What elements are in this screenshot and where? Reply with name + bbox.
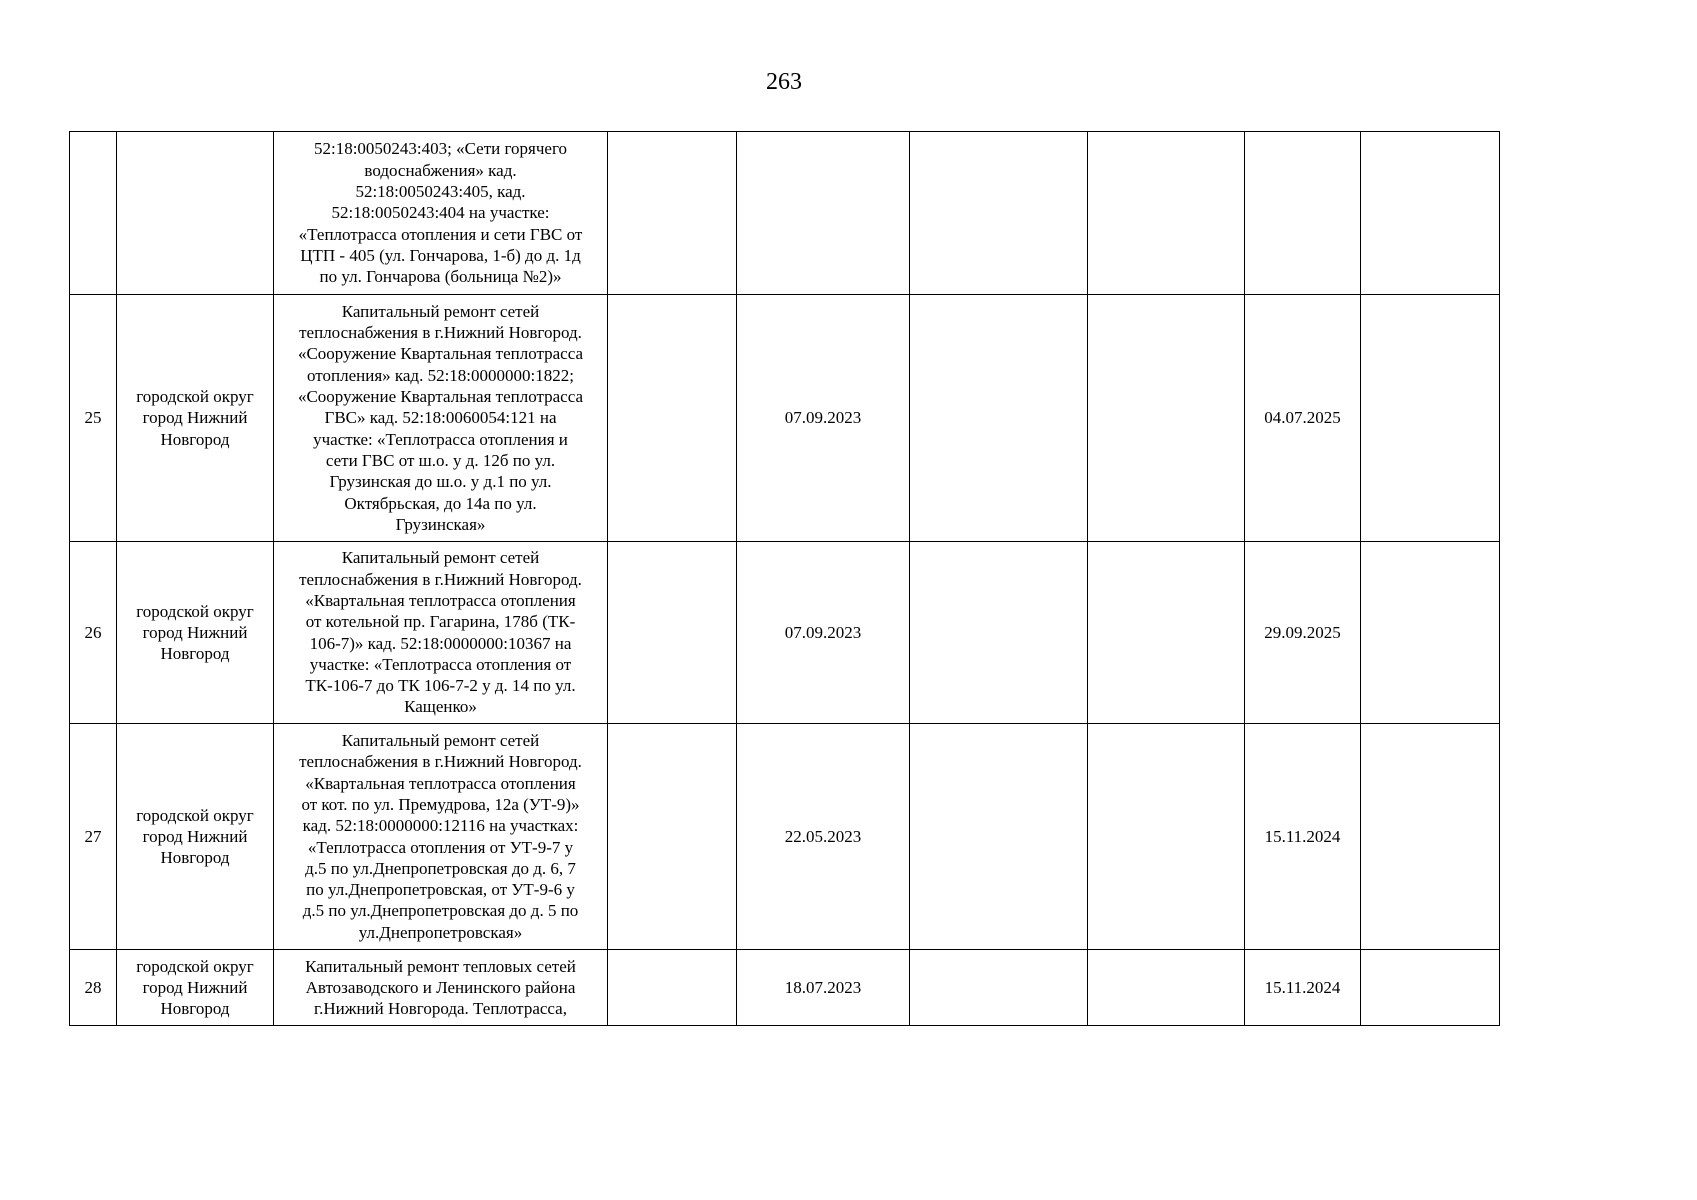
end-date-cell <box>1245 132 1361 295</box>
empty-cell <box>608 950 737 1026</box>
description-cell-line: Грузинская до ш.о. у д.1 по ул. <box>329 472 552 492</box>
start-date-cell: 18.07.2023 <box>737 950 910 1026</box>
description-cell-line: «Квартальная теплотрасса отопления <box>305 773 576 793</box>
empty-cell <box>1361 542 1500 724</box>
empty-cell <box>1088 542 1245 724</box>
empty-cell <box>608 132 737 295</box>
empty-cell <box>608 542 737 724</box>
description-cell-line: 106-7)» кад. 52:18:0000000:10367 на <box>309 633 572 653</box>
description-cell-line: отопления» кад. 52:18:0000000:1822; <box>307 365 574 385</box>
district-cell-line: Новгород <box>160 848 230 868</box>
description-cell-line: «Теплотрасса отопления от УТ-9-7 у <box>307 837 574 857</box>
row-number-cell: 25 <box>70 295 117 542</box>
description-cell-line: Грузинская» <box>395 514 486 534</box>
district-cell-line: город Нижний <box>142 622 248 642</box>
district-cell-line: городской округ <box>136 387 254 407</box>
district-cell-line: Новгород <box>160 644 230 664</box>
table-row <box>70 132 1500 295</box>
district-cell <box>117 542 274 724</box>
description-cell-line: Октябрьская, до 14а по ул. <box>344 493 537 513</box>
description-cell-line: «Теплотрасса отопления и сети ГВС от <box>298 224 583 244</box>
district-cell-line: Новгород <box>160 999 230 1019</box>
empty-cell <box>1088 132 1245 295</box>
description-cell-line: Капитальный ремонт сетей <box>341 731 540 751</box>
page-number: 263 <box>766 69 802 95</box>
description-cell-line: по ул.Днепропетровская, от УТ-9-6 у <box>306 880 575 900</box>
start-date-cell <box>737 132 910 295</box>
district-cell-line: Новгород <box>160 429 230 449</box>
description-cell-line: д.5 по ул.Днепропетровская до д. 5 по <box>302 901 579 921</box>
district-cell <box>117 950 274 1026</box>
district-cell-line: городской округ <box>136 805 254 825</box>
description-cell <box>274 724 608 950</box>
description-cell-line: Капитальный ремонт сетей <box>341 548 540 568</box>
table-row <box>70 295 1500 542</box>
description-cell-line: от кот. по ул. Премудрова, 12а (УТ-9)» <box>301 794 580 814</box>
empty-cell <box>910 950 1088 1026</box>
district-cell <box>117 295 274 542</box>
description-cell-line: участке: «Теплотрасса отопления от <box>309 654 572 674</box>
district-cell-line: городской округ <box>136 956 254 976</box>
description-cell-line: теплоснабжения в г.Нижний Новгород. <box>299 752 582 772</box>
description-cell-line: ТК-106-7 до ТК 106-7-2 у д. 14 по ул. <box>305 676 576 696</box>
description-cell <box>274 132 608 295</box>
description-cell-line: участке: «Теплотрасса отопления и <box>313 429 568 449</box>
empty-cell <box>910 295 1088 542</box>
description-cell-line: 52:18:0050243:405, кад. <box>355 182 526 202</box>
description-cell-line: от котельной пр. Гагарина, 178б (ТК- <box>305 612 576 632</box>
description-cell-line: ГВС» кад. 52:18:0060054:121 на <box>324 408 557 428</box>
description-cell-line: 52:18:0050243:403; «Сети горячего <box>313 139 568 159</box>
description-cell-line: теплоснабжения в г.Нижний Новгород. <box>299 323 582 343</box>
table-row <box>70 950 1500 1026</box>
district-cell <box>117 724 274 950</box>
row-number-cell: 26 <box>70 542 117 724</box>
empty-cell <box>910 542 1088 724</box>
empty-cell <box>1088 724 1245 950</box>
description-cell <box>274 950 608 1026</box>
empty-cell <box>608 295 737 542</box>
description-cell-line: 52:18:0050243:404 на участке: <box>331 203 550 223</box>
description-cell-line: кад. 52:18:0000000:12116 на участках: <box>302 816 579 836</box>
end-date-cell: 15.11.2024 <box>1245 950 1361 1026</box>
district-cell-line: город Нижний <box>142 826 248 846</box>
description-cell-line: Капитальный ремонт сетей <box>341 301 540 321</box>
empty-cell <box>1088 295 1245 542</box>
end-date-cell: 15.11.2024 <box>1245 724 1361 950</box>
district-cell-line: город Нижний <box>142 408 248 428</box>
description-cell-line: Автозаводского и Ленинского района <box>305 977 576 997</box>
description-cell-line: «Сооружение Квартальная теплотрасса <box>297 387 584 407</box>
empty-cell <box>910 724 1088 950</box>
empty-cell <box>1088 950 1245 1026</box>
description-cell-line: г.Нижний Новгорода. Теплотрасса, <box>314 999 567 1019</box>
empty-cell <box>1361 724 1500 950</box>
description-cell-line: водоснабжения» кад. <box>364 160 517 180</box>
empty-cell <box>608 724 737 950</box>
start-date-cell: 07.09.2023 <box>737 295 910 542</box>
empty-cell <box>1361 950 1500 1026</box>
empty-cell <box>910 132 1088 295</box>
description-cell <box>274 295 608 542</box>
table-row <box>70 542 1500 724</box>
end-date-cell: 04.07.2025 <box>1245 295 1361 542</box>
row-number-cell: 28 <box>70 950 117 1026</box>
description-cell <box>274 542 608 724</box>
district-cell <box>117 132 274 295</box>
description-cell-line: «Квартальная теплотрасса отопления <box>305 590 576 610</box>
table-body <box>70 132 1500 1026</box>
description-cell-line: Капитальный ремонт тепловых сетей <box>305 956 576 976</box>
description-cell-line: по ул. Гончарова (больница №2)» <box>319 267 562 287</box>
table-row <box>70 724 1500 950</box>
empty-cell <box>1361 295 1500 542</box>
end-date-cell: 29.09.2025 <box>1245 542 1361 724</box>
description-cell-line: ЦТП - 405 (ул. Гончарова, 1-б) до д. 1д <box>300 245 581 265</box>
description-cell-line: ул.Днепропетровская» <box>358 922 523 942</box>
row-number-cell: 27 <box>70 724 117 950</box>
start-date-cell: 07.09.2023 <box>737 542 910 724</box>
description-cell-line: сети ГВС от ш.о. у д. 12б по ул. <box>325 450 556 470</box>
empty-cell <box>1361 132 1500 295</box>
start-date-cell: 22.05.2023 <box>737 724 910 950</box>
description-cell-line: «Сооружение Квартальная теплотрасса <box>297 344 584 364</box>
district-cell-line: городской округ <box>136 601 254 621</box>
description-cell-line: д.5 по ул.Днепропетровская до д. 6, 7 <box>305 858 576 878</box>
description-cell-line: Кащенко» <box>404 697 477 717</box>
district-cell-line: город Нижний <box>142 977 248 997</box>
row-number-cell <box>70 132 117 295</box>
capital-repair-table <box>69 131 1500 1026</box>
description-cell-line: теплоснабжения в г.Нижний Новгород. <box>299 569 582 589</box>
